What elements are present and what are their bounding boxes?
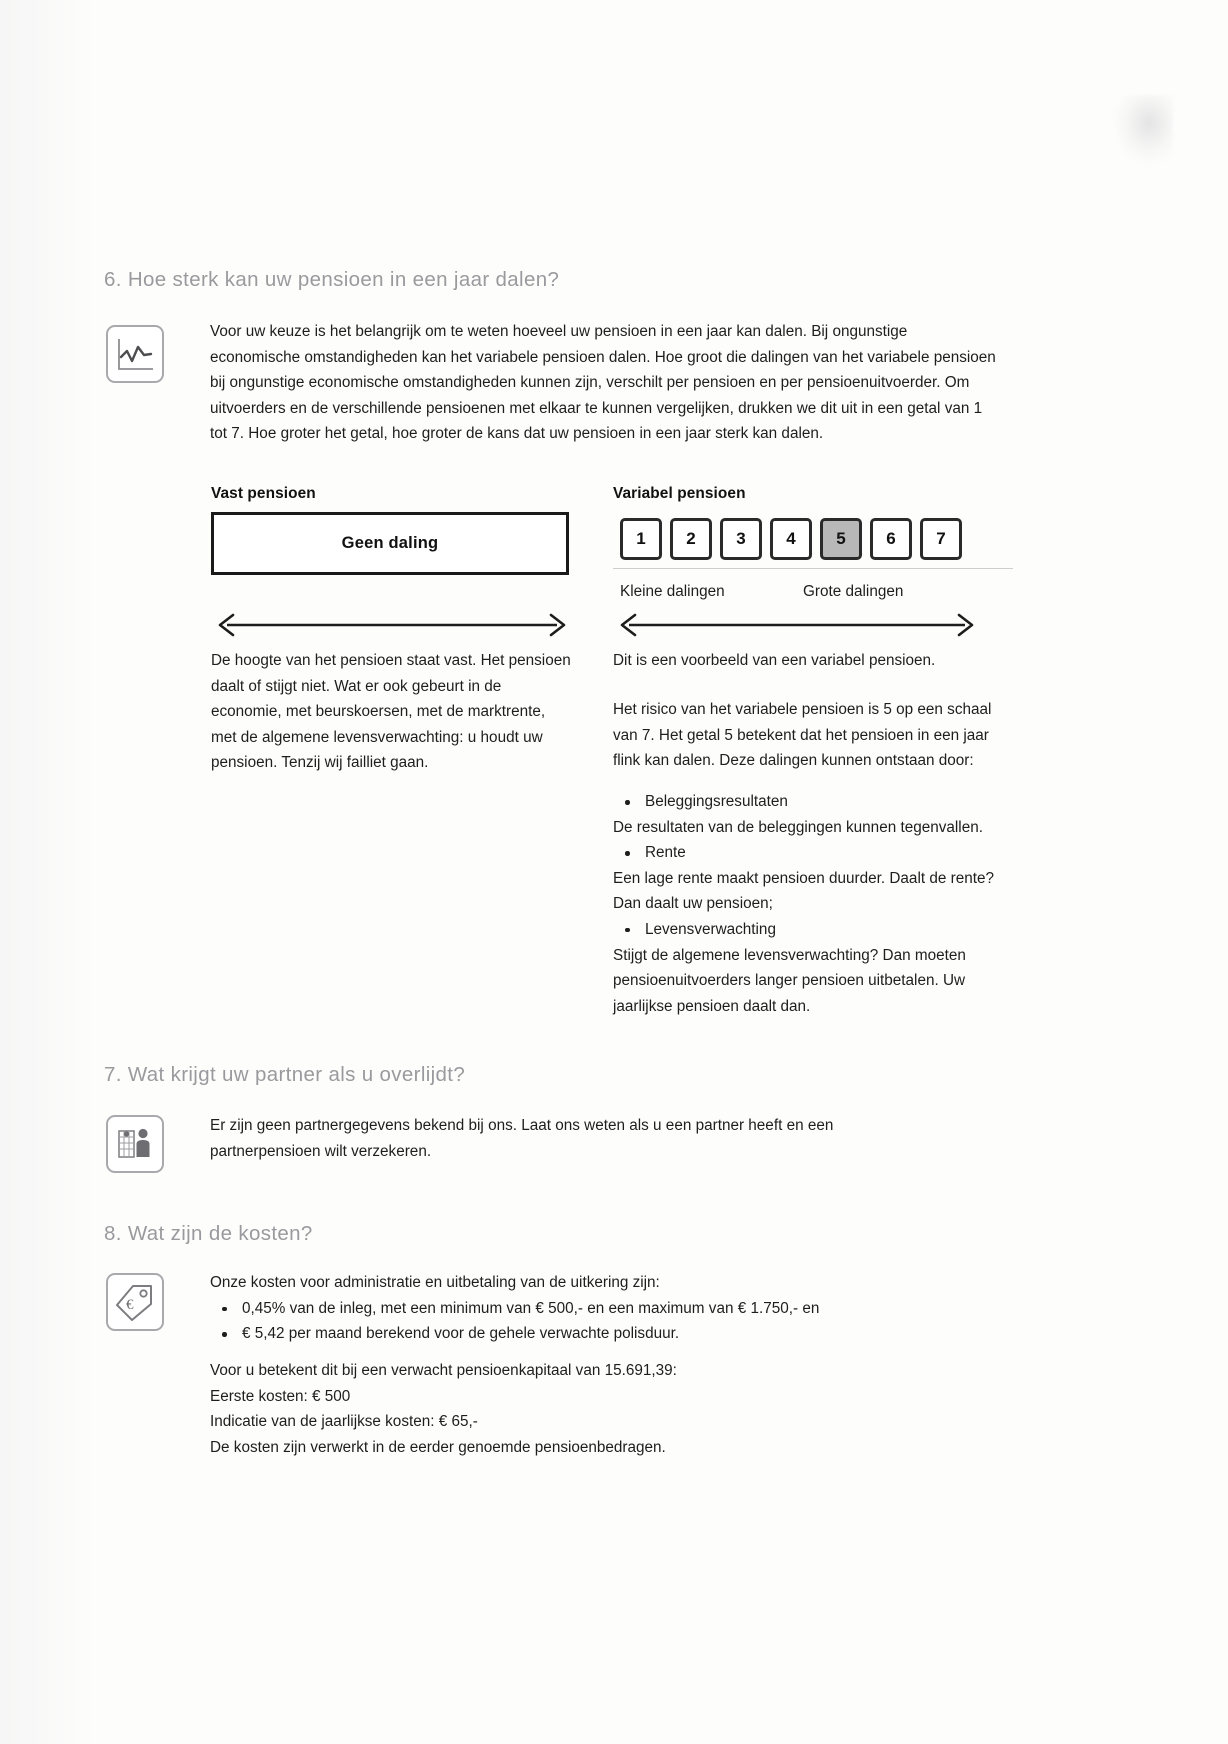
- variabel-pensioen-description-1: [613, 648, 1005, 674]
- closing-line: De kosten zijn verwerkt in de eerder genoemde pensioenbedragen.: [210, 1438, 666, 1456]
- risk-scale-cell-1: 1: [620, 518, 662, 560]
- closing-line: Eerste kosten: € 500: [210, 1387, 351, 1405]
- scan-smudge-artifact: [1113, 95, 1173, 165]
- variabel-pensioen-description-1-text: Dit is een voorbeeld van een variabel pensioen.: [613, 652, 936, 669]
- closing-line: Indicatie van de jaarlijkse kosten: € 65,-: [210, 1413, 478, 1431]
- section-6-intro-text: Voor uw keuze is het belangrijk om te weten hoeveel uw pensioen in een jaar kan dalen. Bij ongunstige economische omstandigheden kan het variabele pensioen dalen. Hoe groot die dalingen van het variabele pensioen bij ongunstige economische omstandigheden kunnen zijn, verschilt per pensioen en per pensioenuitvoerder. Om uitvoerders en de verschillende pensioenen met elkaar te kunnen vergelijken, drukken we dit uit in een getal van 1 tot 7. Hoe groter het getal, hoe groter de kans dat uw pensioen in een jaar sterk kan dalen.: [210, 323, 996, 443]
- section-8-closing: [210, 1358, 970, 1460]
- risk-scale-cell-2: 2: [670, 518, 712, 560]
- geen-daling-text: Geen daling: [341, 534, 439, 552]
- cost-bullet-list: [210, 1296, 970, 1347]
- scan-edge-shadow: [0, 0, 96, 1744]
- risk-scale-low-label: Kleine dalingen: [620, 583, 725, 600]
- section-8-heading: 8. Wat zijn de kosten?: [104, 1222, 313, 1245]
- section-7-heading: 7. Wat krijgt uw partner als u overlijdt?: [104, 1063, 466, 1086]
- risk-scale: [620, 518, 962, 560]
- variabel-pensioen-causes: [613, 789, 1005, 1019]
- risk-scale-cell-4: 4: [770, 518, 812, 560]
- cause-bullet: Beleggingsresultaten: [613, 789, 1005, 815]
- section-6-heading: 6. Hoe sterk kan uw pensioen in een jaar dalen?: [104, 268, 560, 291]
- variabel-pensioen-range-arrow: [613, 608, 981, 647]
- risk-scale-cell-5: 5: [820, 518, 862, 560]
- cost-bullet: 0,45% van de inleg, met een minimum van € 500,- en een maximum van € 1.750,- en: [210, 1296, 970, 1322]
- vast-pensioen-range-arrow: [211, 608, 573, 647]
- section-6-intro-paragraph: [210, 319, 1000, 447]
- closing-lines: [210, 1358, 970, 1460]
- section-8-content: [210, 1270, 970, 1347]
- svg-text:€: €: [126, 1297, 134, 1313]
- line-chart-icon: [106, 325, 164, 383]
- two-people-icon: [106, 1115, 164, 1173]
- vast-pensioen-description-text: De hoogte van het pensioen staat vast. Het pensioen daalt of stijgt niet. Wat er ook gebeurt in de economie, met beurskoersen, met de marktrente, met de algemene levensverwachting: u houdt uw pensioen. Tenzij wij failliet gaan.: [211, 652, 571, 772]
- vast-pensioen-label: Vast pensioen: [211, 485, 316, 502]
- price-tag-icon: [106, 1273, 164, 1331]
- risk-scale-underline: [613, 568, 1013, 569]
- variabel-pensioen-description-2: [613, 697, 1005, 774]
- cause-bullet: Rente: [613, 840, 1005, 866]
- risk-scale-high-label: Grote dalingen: [803, 583, 904, 600]
- risk-scale-cell-6: 6: [870, 518, 912, 560]
- causes-list: [613, 789, 1005, 1019]
- section-7-paragraph: [210, 1113, 930, 1164]
- section-7-paragraph-text: Er zijn geen partnergegevens bekend bij ons. Laat ons weten als u een partner heeft en een partnerpensioen wilt verzekeren.: [210, 1117, 834, 1160]
- cause-detail: Stijgt de algemene levensverwachting? Dan moeten pensioenuitvoerders langer pensioen uitbetalen. Uw jaarlijkse pensioen daalt dan.: [613, 946, 966, 1015]
- closing-line: Voor u betekent dit bij een verwacht pensioenkapitaal van 15.691,39:: [210, 1362, 677, 1379]
- section-8-intro: Onze kosten voor administratie en uitbetaling van de uitkering zijn:: [210, 1274, 660, 1291]
- geen-daling-box: [211, 512, 569, 575]
- risk-scale-cell-7: 7: [920, 518, 962, 560]
- variabel-pensioen-label: Variabel pensioen: [613, 485, 746, 502]
- cause-bullet: Levensverwachting: [613, 917, 1005, 943]
- variabel-pensioen-description-2-text: Het risico van het variabele pensioen is 5 op een schaal van 7. Het getal 5 betekent dat het pensioen in een jaar flink kan dalen. Deze dalingen kunnen ontstaan door:: [613, 701, 992, 770]
- vast-pensioen-description: [211, 648, 573, 776]
- cost-bullet: € 5,42 per maand berekend voor de gehele verwachte polisduur.: [210, 1321, 970, 1347]
- cause-detail: De resultaten van de beleggingen kunnen tegenvallen.: [613, 818, 983, 836]
- risk-scale-cell-3: 3: [720, 518, 762, 560]
- cause-detail: Een lage rente maakt pensioen duurder. Daalt de rente? Dan daalt uw pensioen;: [613, 869, 994, 913]
